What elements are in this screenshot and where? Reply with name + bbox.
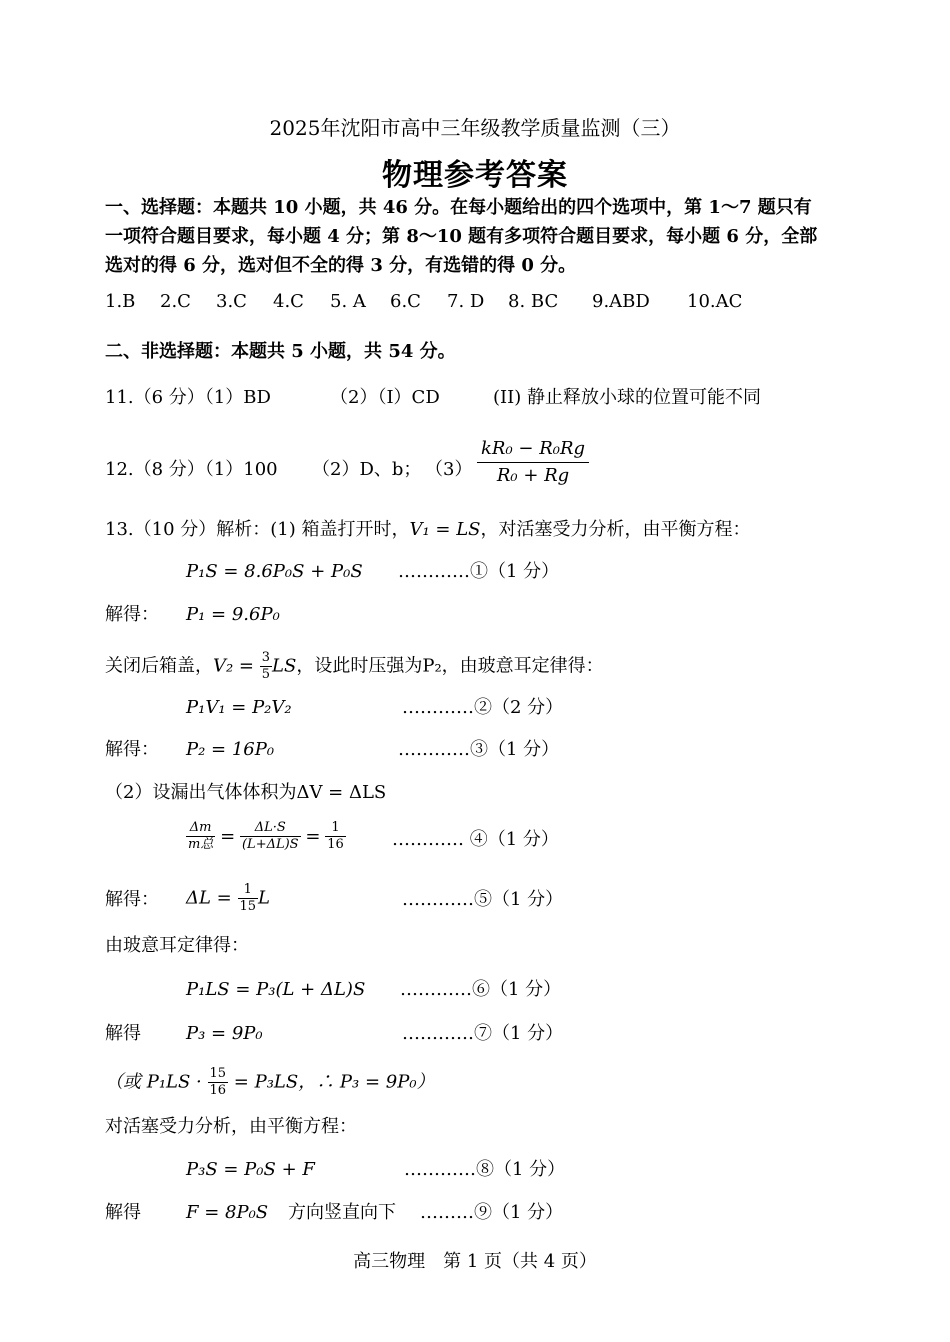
page-footer: 高三物理 第 1 页（共 4 页） [353, 1251, 597, 1272]
eq-7 [186, 978, 365, 1002]
mark-7: …………⑦（1 分） [402, 1023, 564, 1044]
answer-5: 5. A [330, 291, 366, 312]
eq-5 [186, 820, 346, 853]
eq-6 [186, 882, 270, 915]
eq-5-equals-1: = [220, 826, 236, 847]
boyle-text: 由玻意耳定律得： [105, 935, 249, 956]
eq-5-num-2: ΔL·S [254, 820, 286, 835]
eq-8 [186, 1022, 263, 1046]
eq-5-den-3: 16 [327, 837, 344, 852]
eq-1-text: P₁S = 8.6P₀S + P₀S [186, 561, 363, 582]
q12-part1: 12.（8 分）（1）100 [105, 459, 278, 480]
q11-part3: (II) 静止释放小球的位置可能不同 [493, 387, 761, 408]
eq-4-text: P₂ = 16P₀ [186, 739, 275, 760]
eq-1 [186, 560, 363, 584]
eq-3-text: P₁V₁ = P₂V₂ [186, 697, 292, 718]
q12-fraction [477, 436, 589, 489]
close-frac [260, 650, 272, 683]
q12-part3: （3） [425, 459, 473, 480]
mark-2: …………②（2 分） [402, 697, 564, 718]
eq-10-text: F = 8P₀S [186, 1202, 269, 1223]
answer-7: 7. D [447, 291, 485, 312]
eq-3 [186, 696, 292, 720]
eq-5-num-3: 1 [325, 820, 346, 837]
eq-9 [186, 1158, 315, 1182]
eq-10 [186, 1201, 268, 1225]
close-tail: ，设此时压强为P₂，由玻意耳定律得： [296, 655, 604, 677]
eq-5-frac-2 [240, 820, 301, 853]
solve-label-5: 解得 [105, 1202, 141, 1223]
mark-5: …………⑤（1 分） [402, 889, 564, 910]
eq-6-num: 1 [238, 882, 259, 899]
q13-intro-eq: V₁ = LS [409, 519, 481, 540]
solve-label-3: 解得： [105, 889, 159, 910]
eq-6-frac [238, 882, 259, 915]
eq-6-suffix: L [258, 887, 270, 909]
answer-key-title: 物理参考答案 [382, 158, 568, 193]
eq-6-den: 15 [239, 899, 257, 914]
eq-5-frac-1 [186, 820, 215, 853]
close-eq-suffix: LS [272, 655, 297, 677]
alt-suffix: = P₃LS，∴ P₃ = 9P₀） [233, 1071, 435, 1093]
close-line [105, 650, 604, 683]
close-frac-num: 3 [261, 650, 271, 665]
close-text: 关闭后箱盖， [105, 655, 213, 677]
q13-intro-text: 13.（10 分）解析：(1) 箱盖打开时， [105, 519, 410, 540]
solve-label-2: 解得： [105, 739, 159, 760]
q13-intro-tail: ，对活塞受力分析，由平衡方程： [480, 519, 751, 540]
q12-frac-den: R₀ + Rg [496, 465, 570, 486]
answer-1: 1.B [105, 291, 136, 312]
eq-5-frac-3 [325, 820, 346, 853]
mark-6: …………⑥（1 分） [400, 979, 562, 1000]
eq-7-text: P₁LS = P₃(L + ΔL)S [186, 979, 366, 1000]
q13-intro [105, 518, 751, 542]
eq-4 [186, 738, 274, 762]
eq-6-prefix: ΔL = [186, 887, 232, 909]
eq-9-text: P₃S = P₀S + F [186, 1159, 315, 1180]
eq-5-den-1: m总 [188, 837, 214, 852]
eq-10-tail: 方向竖直向下 [288, 1202, 396, 1223]
answer-8: 8. BC [508, 291, 559, 312]
alt-den: 16 [209, 1083, 227, 1098]
eq-5-num-1: Δm [189, 820, 212, 835]
part2-text: （2）设漏出气体体积为ΔV = ΔLS [105, 782, 387, 803]
answer-9: 9.ABD [592, 291, 650, 312]
close-eq-prefix: V₂ = [213, 655, 255, 677]
q11-part2: （2）（I）CD [330, 387, 440, 408]
exam-title: 2025年沈阳市高中三年级教学质量监测（三） [269, 116, 681, 140]
section1-heading: 一、选择题：本题共 10 小题，共 46 分。在每小题给出的四个选项中，第 1～7 题只有一项符合题目要求，每小题 4 分；第 8～10 题有多项符合题目要求，每小题 6 分，全部选对的得 6 分，选对但不全的得 3 分，有选错的得 0 分。 [105, 197, 818, 276]
q11-part1: 11.（6 分）（1）BD [105, 387, 271, 408]
answer-6: 6.C [390, 291, 421, 312]
answer-2: 2.C [160, 291, 191, 312]
q12-frac-num: kR₀ − R₀Rg [477, 436, 589, 463]
eq-2 [186, 603, 280, 627]
eq-8-text: P₃ = 9P₀ [186, 1023, 263, 1044]
answer-4: 4.C [273, 291, 304, 312]
solve-label-4: 解得 [105, 1023, 141, 1044]
mark-3: …………③（1 分） [398, 739, 560, 760]
eq-2-text: P₁ = 9.6P₀ [186, 604, 280, 625]
answer-3: 3.C [216, 291, 247, 312]
section2-heading: 二、非选择题：本题共 5 小题，共 54 分。 [105, 341, 456, 362]
answer-10: 10.AC [687, 291, 743, 312]
alt-solution [105, 1066, 435, 1099]
alt-num: 15 [209, 1066, 227, 1081]
mark-9: ………⑨（1 分） [420, 1202, 564, 1223]
mark-1: …………①（1 分） [398, 561, 560, 582]
alt-prefix: （或 P₁LS · [105, 1071, 202, 1093]
piston-text: 对活塞受力分析，由平衡方程： [105, 1116, 357, 1137]
close-frac-den: 5 [261, 667, 271, 682]
mark-8: …………⑧（1 分） [404, 1159, 566, 1180]
solve-label-1: 解得： [105, 604, 159, 625]
mark-4: ………… ④（1 分） [392, 829, 559, 850]
q12-part2: （2）D、b； [312, 459, 422, 480]
eq-5-den-2: (L+ΔL)S [241, 837, 299, 852]
eq-5-equals-2: = [305, 826, 321, 847]
alt-frac [208, 1066, 229, 1099]
